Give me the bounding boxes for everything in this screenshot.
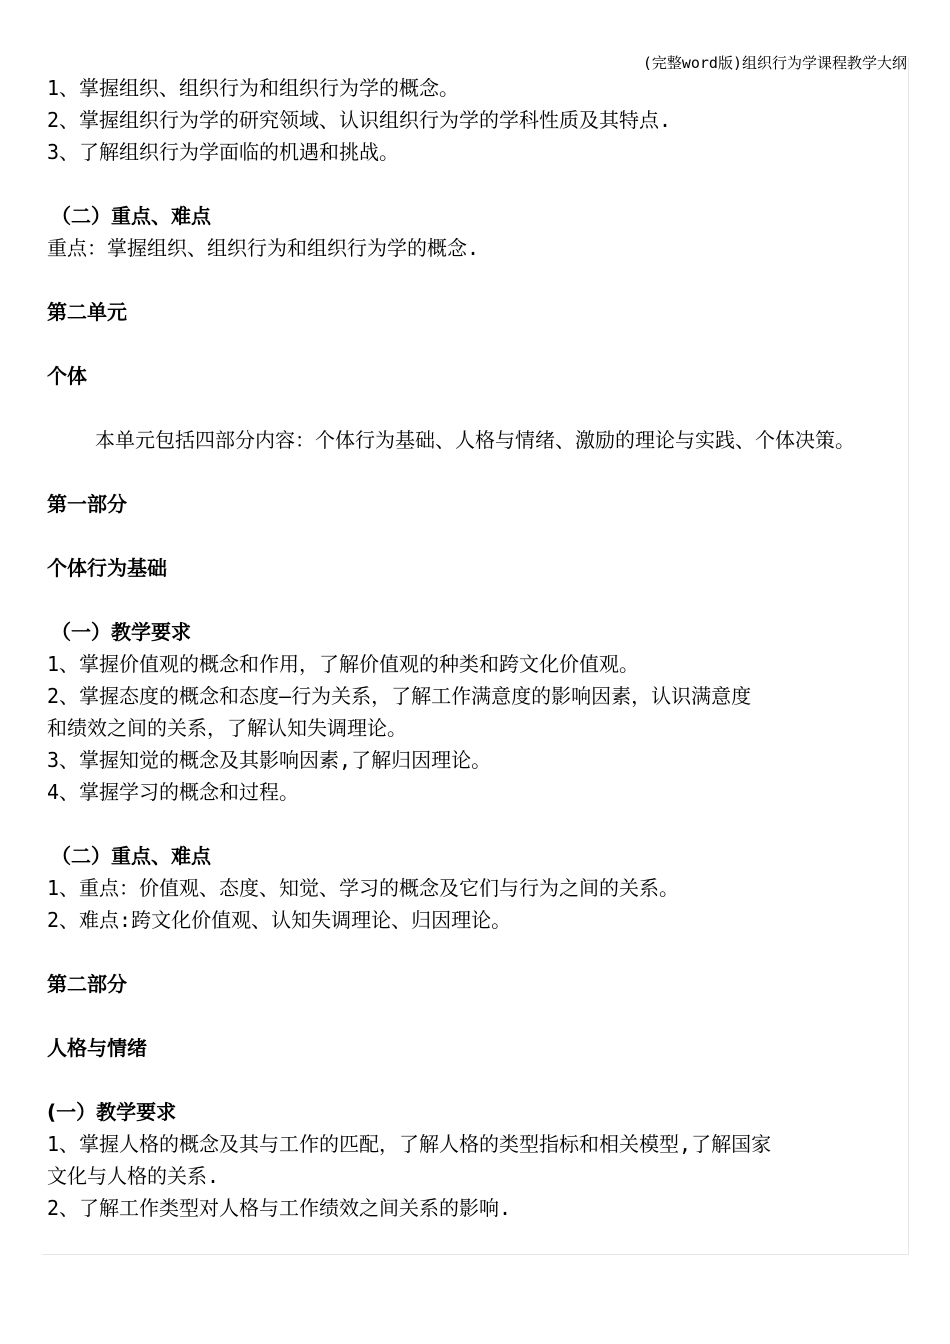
document-body: [47, 72, 909, 1224]
requirement-line: 2、掌握组织行为学的研究领域、认识组织行为学的学科性质及其特点.: [47, 108, 672, 132]
key-points-heading: （二）重点、难点: [51, 204, 211, 228]
requirement-line: 3、了解组织行为学面临的机遇和挑战。: [47, 140, 400, 164]
key-point-line: 1、重点：价值观、态度、知觉、学习的概念及它们与行为之间的关系。: [47, 876, 680, 900]
running-header: (完整word版)组织行为学课程教学大纲: [642, 54, 907, 72]
requirement-line: 2、了解工作类型对人格与工作绩效之间关系的影响.: [47, 1196, 512, 1220]
requirement-line: 和绩效之间的关系，了解认知失调理论。: [47, 716, 407, 740]
key-points-heading: （二）重点、难点: [51, 844, 211, 868]
requirement-line: 2、掌握态度的概念和态度—行为关系，了解工作满意度的影响因素，认识满意度: [47, 684, 752, 708]
requirement-line: 1、掌握价值观的概念和作用，了解价值观的种类和跨文化价值观。: [47, 652, 640, 676]
requirement-line: 文化与人格的关系.: [47, 1164, 220, 1188]
unit-intro-paragraph: 本单元包括四部分内容：个体行为基础、人格与情绪、激励的理论与实践、个体决策。: [95, 428, 855, 452]
unit-heading: 第二单元: [47, 300, 127, 324]
part-title: 人格与情绪: [47, 1036, 147, 1060]
requirements-heading: （一）教学要求: [51, 620, 191, 644]
unit-title: 个体: [47, 364, 87, 388]
requirement-line: 4、掌握学习的概念和过程。: [47, 780, 300, 804]
requirements-heading: (一）教学要求: [47, 1100, 177, 1124]
part-heading: 第二部分: [47, 972, 127, 996]
part-title: 个体行为基础: [47, 556, 167, 580]
requirement-line: 1、掌握组织、组织行为和组织行为学的概念。: [47, 76, 460, 100]
key-points-text: 重点：掌握组织、组织行为和组织行为学的概念.: [47, 236, 480, 260]
key-point-line: 2、难点:跨文化价值观、认知失调理论、归因理论。: [47, 908, 512, 932]
requirement-line: 3、掌握知觉的概念及其影响因素,了解归因理论。: [47, 748, 492, 772]
part-heading: 第一部分: [47, 492, 127, 516]
requirement-line: 1、掌握人格的概念及其与工作的匹配，了解人格的类型指标和相关模型,了解国家: [47, 1132, 772, 1156]
